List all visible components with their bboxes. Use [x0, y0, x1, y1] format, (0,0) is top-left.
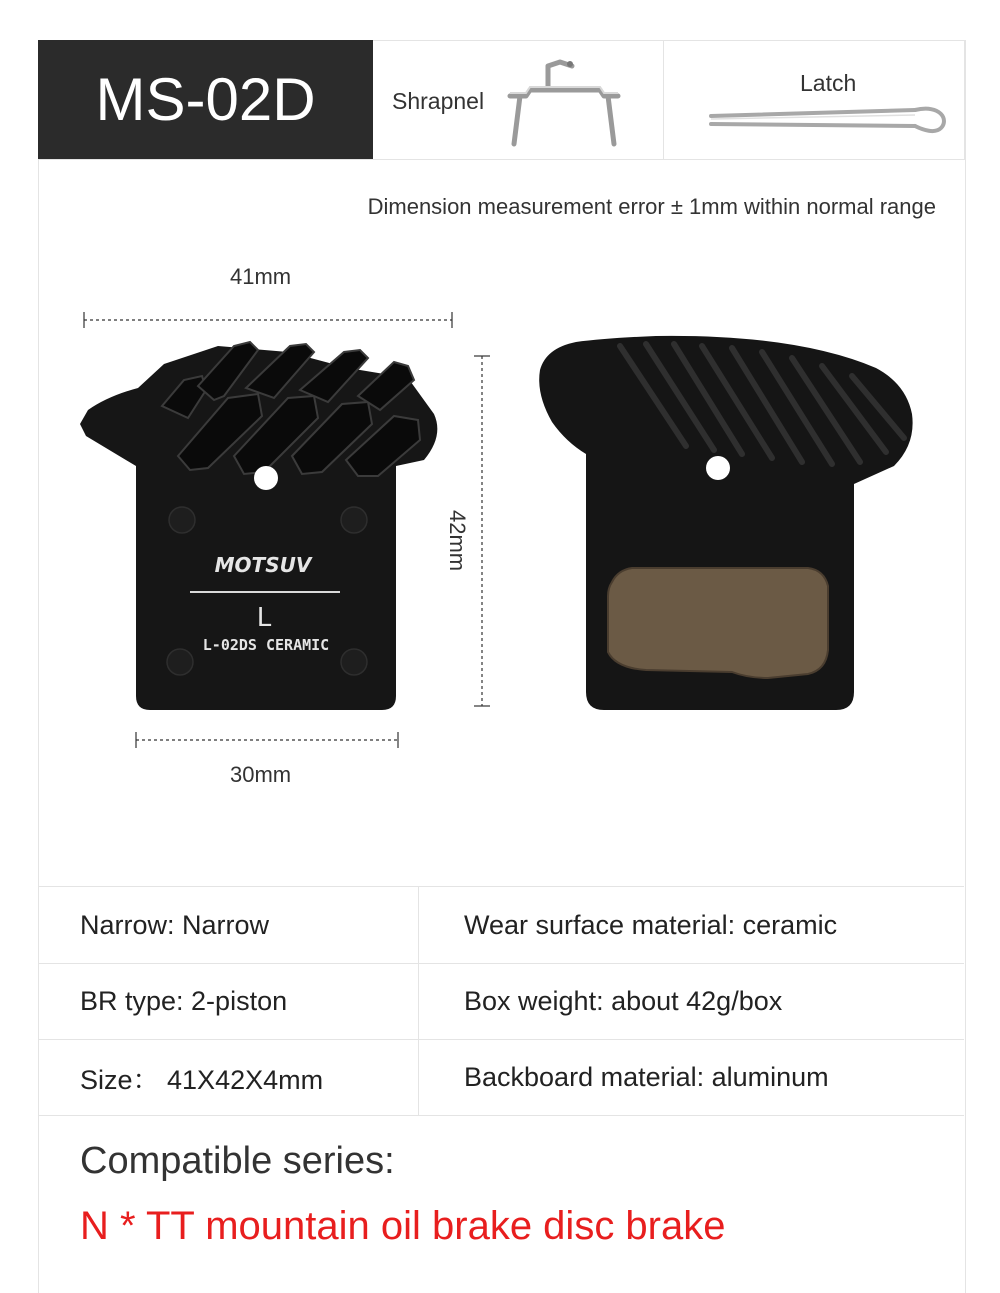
brake-pad-front-image	[78, 336, 448, 712]
pad-rivet	[341, 649, 367, 675]
table-row	[38, 887, 964, 964]
pad-rivet	[341, 507, 367, 533]
spec-narrow: Narrow: Narrow	[80, 909, 270, 940]
pad-mounting-hole	[254, 466, 278, 490]
dimension-height: 42mm	[445, 510, 470, 572]
brake-pad-back-image	[536, 334, 918, 714]
spec-table	[38, 886, 964, 1116]
pad-rivet	[167, 649, 193, 675]
dimension-bottom-width: 30mm	[230, 762, 292, 787]
friction-material	[608, 568, 828, 678]
shrapnel-label: Shrapnel	[392, 88, 485, 114]
table-row	[38, 1039, 964, 1116]
measurement-note: Dimension measurement error ± 1mm within normal range	[367, 194, 936, 219]
spec-box-weight: Box weight: about 42g/box	[464, 985, 783, 1016]
pad-mounting-hole	[706, 456, 730, 480]
pad-type-letter: L	[256, 603, 272, 633]
spec-wear-material: Wear surface material: ceramic	[464, 909, 838, 940]
pad-rivet	[169, 507, 195, 533]
spec-br-type: BR type: 2-piston	[80, 985, 288, 1016]
compatible-series-title: Compatible series:	[80, 1140, 395, 1182]
table-column-divider	[418, 886, 419, 1115]
pad-code-text: L-02DS CERAMIC	[202, 636, 330, 654]
latch-label: Latch	[800, 70, 857, 96]
compatible-series-value: N * TT mountain oil brake disc brake	[80, 1204, 726, 1248]
pad-brand-text: MOTSUV	[214, 553, 312, 577]
dimension-top-width: 41mm	[230, 264, 292, 289]
spec-size: Size： 41X42X4mm	[80, 1064, 324, 1095]
model-title: MS-02D	[38, 40, 373, 159]
table-row	[38, 963, 964, 1040]
spec-backboard-material: Backboard material: aluminum	[464, 1061, 829, 1092]
